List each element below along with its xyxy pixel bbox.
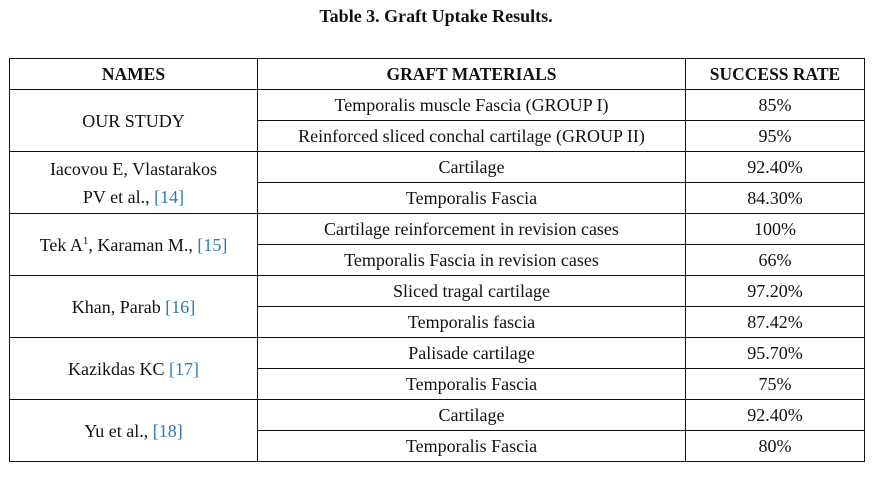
study-name: Tek A [39,234,83,255]
graft-material-cell: Reinforced sliced conchal cartilage (GROUP II) [258,121,686,152]
success-rate-cell: 85% [686,90,865,121]
success-rate-cell: 95.70% [686,338,865,369]
table-row [10,214,865,245]
reference-link[interactable]: [16] [165,296,196,317]
graft-material-cell: Temporalis Fascia in revision cases [258,245,686,276]
table-row [10,400,865,431]
graft-material-cell: Cartilage [258,400,686,431]
study-name-cell [10,400,258,462]
header-names: NAMES [10,59,258,90]
graft-material-cell: Temporalis fascia [258,307,686,338]
graft-material-cell: Sliced tragal cartilage [258,276,686,307]
success-rate-cell: 66% [686,245,865,276]
table-row [10,338,865,369]
study-name-cell [10,214,258,276]
success-rate-cell: 92.40% [686,400,865,431]
author-superscript: 1 [82,234,89,247]
study-name-line-1: Iacovou E, Vlastarakos [49,158,218,179]
table-row [10,152,865,183]
graft-material-cell: Cartilage [258,152,686,183]
study-name-cell [10,276,258,338]
study-name: Khan, Parab [71,296,166,317]
success-rate-cell: 87.42% [686,307,865,338]
study-name: Kazikdas KC [68,358,169,379]
reference-link[interactable]: [14] [154,186,185,207]
success-rate-cell: 100% [686,214,865,245]
table-caption: Table 3. Graft Uptake Results. [319,6,553,26]
table-row [10,276,865,307]
study-name-rest: , Karaman M., [88,234,198,255]
study-name-cell [10,338,258,400]
success-rate-cell: 75% [686,369,865,400]
study-name-cell [10,152,258,214]
table-row [10,90,865,121]
graft-material-cell: Temporalis muscle Fascia (GROUP I) [258,90,686,121]
reference-link[interactable]: [18] [152,420,183,441]
success-rate-cell: 97.20% [686,276,865,307]
graft-material-cell: Temporalis Fascia [258,431,686,462]
study-name-cell [10,90,258,152]
study-name: OUR STUDY [82,110,185,131]
graft-material-cell: Palisade cartilage [258,338,686,369]
success-rate-cell: 92.40% [686,152,865,183]
reference-link[interactable]: [15] [197,234,228,255]
reference-link[interactable]: [17] [168,358,199,379]
study-name-line-2: PV et al., [82,186,155,207]
success-rate-cell: 95% [686,121,865,152]
header-row [10,59,865,90]
header-graft-materials: GRAFT MATERIALS [258,59,686,90]
graft-uptake-table [9,58,865,462]
graft-material-cell: Temporalis Fascia [258,183,686,214]
success-rate-cell: 84.30% [686,183,865,214]
graft-material-cell: Cartilage reinforcement in revision cases [258,214,686,245]
graft-material-cell: Temporalis Fascia [258,369,686,400]
header-success-rate: SUCCESS RATE [686,59,865,90]
success-rate-cell: 80% [686,431,865,462]
study-name: Yu et al., [84,420,153,441]
